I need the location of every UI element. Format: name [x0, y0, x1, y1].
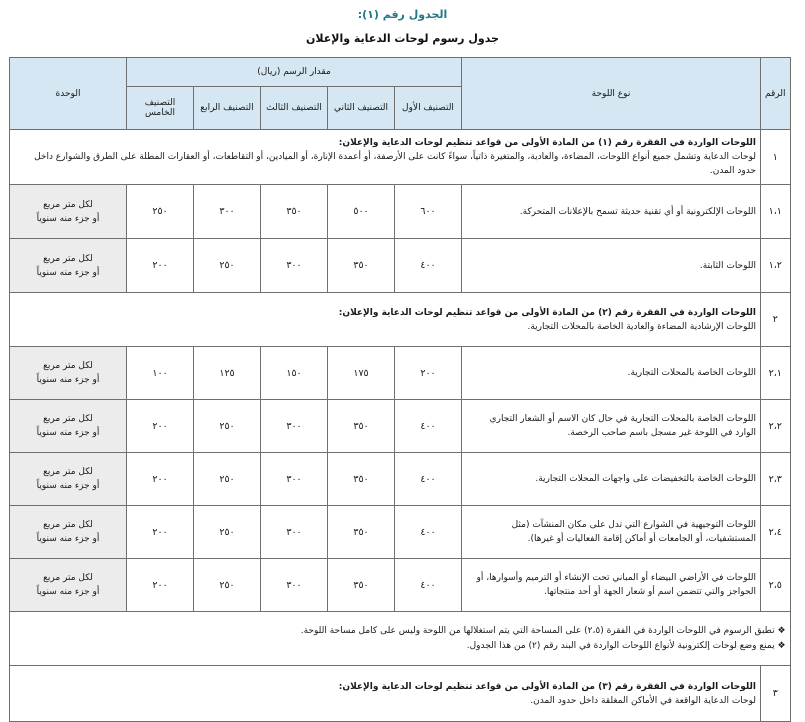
unit-line-1: لكل متر مربع	[43, 199, 93, 210]
fee-class-5: ٢٠٠	[127, 453, 194, 506]
fee-class-5: ٢٠٠	[127, 559, 194, 612]
group-desc: لوحات الدعاية الواقعة في الأماكن المغلقة داخل حدود المدن.	[530, 695, 756, 706]
row-unit	[10, 185, 127, 239]
header-num: الرقم	[761, 58, 791, 130]
group-desc: اللوحات الإرشادية المضاءة والعادية الخاصة بالمحلات التجارية.	[527, 321, 756, 332]
fees-table	[9, 57, 791, 722]
fee-class-2: ٣٥٠	[328, 400, 395, 453]
unit-line-2: أو جزء منه سنوياً	[36, 587, 100, 597]
table-row	[10, 239, 791, 293]
row-num: ٢،٢	[761, 400, 791, 453]
group-num: ٣	[761, 666, 791, 722]
fee-class-4: ٣٠٠	[194, 185, 261, 239]
table-caption-number: الجدول رقم (١):	[357, 8, 448, 21]
unit-line-1: لكل متر مربع	[43, 467, 93, 477]
notes-cell	[10, 612, 791, 666]
fee-class-4: ١٢٥	[194, 347, 261, 400]
fee-class-1: ٤٠٠	[395, 506, 462, 559]
unit-line-1: لكل متر مربع	[43, 520, 93, 530]
fee-class-5: ١٠٠	[127, 347, 194, 400]
unit-line-2: أو جزء منه سنوياً	[36, 267, 100, 278]
unit-line-1: لكل متر مربع	[43, 573, 93, 583]
row-unit	[10, 559, 127, 612]
group-num: ٢	[761, 293, 791, 347]
row-type: اللوحات الخاصة بالتخفيضات على واجهات المحلات التجارية.	[462, 453, 761, 506]
table-row	[10, 185, 791, 239]
row-num: ٢،١	[761, 347, 791, 400]
header-fee: مقدار الرسم (ريال)	[127, 58, 462, 87]
bullet-icon: ❖	[774, 625, 786, 636]
unit-line-1: لكل متر مربع	[43, 253, 93, 264]
fee-class-1: ٤٠٠	[395, 400, 462, 453]
row-unit	[10, 347, 127, 400]
fee-class-4: ٢٥٠	[194, 453, 261, 506]
unit-line-2: أو جزء منه سنوياً	[36, 428, 100, 438]
row-unit	[10, 506, 127, 559]
group-desc: لوحات الدعاية وتشمل جميع أنواع اللوحات، المضاءة، والعادية، والمتغيرة ذاتياً، سواءً كانت على الأرصفة، أو أعمدة الإنارة، أو الميادين، أو التقاطعات، أو العقارات المطلة على الطرق والشوارع داخل حدود المدن.	[34, 152, 756, 176]
fee-class-1: ٤٠٠	[395, 453, 462, 506]
fee-class-1: ٤٠٠	[395, 239, 462, 293]
group-title: اللوحات الواردة في الفقرة رقم (٢) من المادة الأولى من قواعد تنظيم لوحات الدعاية والإعلان:	[338, 307, 756, 318]
fee-class-1: ٢٠٠	[395, 347, 462, 400]
fee-class-4: ٢٥٠	[194, 559, 261, 612]
header-row-1	[10, 58, 791, 87]
header-class-4: التصنيف الرابع	[194, 87, 261, 130]
row-type: اللوحات الخاصة بالمحلات التجارية في حال كان الاسم أو الشعار التجاري الوارد في اللوحة غير مسجل باسم صاحب الرخصة.	[462, 400, 761, 453]
row-num: ١،١	[761, 185, 791, 239]
row-type: اللوحات في الأراضي البيضاء أو المباني تحت الإنشاء أو الترميم وأسوارها، أو الحواجز والتي تتضمن اسم أو شعار الجهة أو أحد منتجاتها.	[462, 559, 761, 612]
unit-line-2: أو جزء منه سنوياً	[36, 534, 100, 544]
row-num: ٢،٤	[761, 506, 791, 559]
row-type: اللوحات الخاصة بالمحلات التجارية.	[462, 347, 761, 400]
row-unit	[10, 400, 127, 453]
fee-class-4: ٢٥٠	[194, 239, 261, 293]
fee-class-5: ٢٥٠	[127, 185, 194, 239]
fee-class-2: ٣٥٠	[328, 506, 395, 559]
note-2: يمنع وضع لوحات إلكترونية لأنواع اللوحات الواردة في البند رقم (٢) من هذا الجدول.	[466, 640, 775, 651]
row-num: ٢،٥	[761, 559, 791, 612]
header-class-2: التصنيف الثاني	[328, 87, 395, 130]
unit-line-1: لكل متر مربع	[43, 414, 93, 424]
fee-class-2: ٣٥٠	[328, 453, 395, 506]
fee-class-3: ٣٠٠	[261, 506, 328, 559]
row-type: اللوحات الثابتة.	[462, 239, 761, 293]
group-row	[10, 130, 791, 185]
group-title: اللوحات الواردة في الفقرة رقم (١) من المادة الأولى من قواعد تنظيم لوحات الدعاية والإعلان:	[338, 138, 756, 148]
group-num: ١	[761, 130, 791, 185]
row-unit	[10, 239, 127, 293]
fee-class-5: ٢٠٠	[127, 506, 194, 559]
header-class-1: التصنيف الأول	[395, 87, 462, 130]
header-class-3: التصنيف الثالث	[261, 87, 328, 130]
fee-class-3: ٣٠٠	[261, 239, 328, 293]
fee-class-2: ٣٥٠	[328, 239, 395, 293]
group-row	[10, 666, 791, 722]
fee-class-4: ٢٥٠	[194, 400, 261, 453]
fee-class-3: ٣٠٠	[261, 559, 328, 612]
fee-class-4: ٢٥٠	[194, 506, 261, 559]
fee-class-2: ١٧٥	[328, 347, 395, 400]
row-unit	[10, 453, 127, 506]
unit-line-2: أو جزء منه سنوياً	[36, 481, 100, 491]
group-description	[10, 666, 761, 722]
fee-class-3: ٣٠٠	[261, 453, 328, 506]
unit-line-2: أو جزء منه سنوياً	[36, 213, 100, 224]
table-row	[10, 453, 791, 506]
fee-class-5: ٢٠٠	[127, 400, 194, 453]
note-1: تطبق الرسوم في اللوحات الواردة في الفقرة (٢،٥) على المساحة التي يتم استغلالها من اللوحة وليس على كامل مساحة اللوحة.	[300, 625, 775, 636]
fee-class-1: ٦٠٠	[395, 185, 462, 239]
table-row	[10, 400, 791, 453]
header-unit: الوحدة	[10, 58, 127, 130]
row-num: ١،٢	[761, 239, 791, 293]
group-description	[10, 130, 761, 185]
row-type: اللوحات الإلكترونية أو أي تقنية حديثة تسمح بالإعلانات المتحركة.	[462, 185, 761, 239]
group-row	[10, 293, 791, 347]
table-row	[10, 506, 791, 559]
row-type: اللوحات التوجيهية في الشوارع التي تدل على مكان المنشآت (مثل المستشفيات، أو الجامعات أو أماكن إقامة الفعاليات أو غيرها).	[462, 506, 761, 559]
fee-class-5: ٢٠٠	[127, 239, 194, 293]
unit-line-1: لكل متر مربع	[43, 361, 93, 371]
notes-row	[10, 612, 791, 666]
group-description	[10, 293, 761, 347]
header-class-5: التصنيف الخامس	[127, 87, 194, 130]
fee-class-3: ١٥٠	[261, 347, 328, 400]
header-type: نوع اللوحة	[462, 58, 761, 130]
group-title: اللوحات الواردة في الفقرة رقم (٣) من المادة الأولى من قواعد تنظيم لوحات الدعاية والإعلان:	[338, 681, 756, 692]
fee-class-3: ٣٠٠	[261, 400, 328, 453]
unit-line-2: أو جزء منه سنوياً	[36, 375, 100, 385]
fee-class-2: ٥٠٠	[328, 185, 395, 239]
fee-class-2: ٣٥٠	[328, 559, 395, 612]
table-caption-title: جدول رسوم لوحات الدعاية والإعلان	[306, 32, 499, 45]
row-num: ٢،٣	[761, 453, 791, 506]
fee-class-1: ٤٠٠	[395, 559, 462, 612]
table-row	[10, 559, 791, 612]
bullet-icon: ❖	[774, 640, 786, 651]
fee-class-3: ٣٥٠	[261, 185, 328, 239]
table-row	[10, 347, 791, 400]
